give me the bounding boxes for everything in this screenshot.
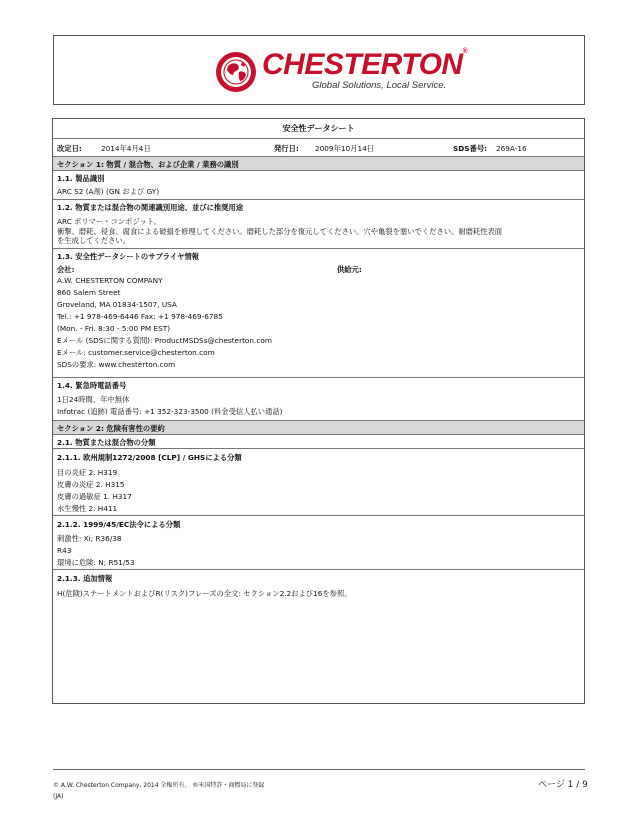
s211-title: 2.1.1. 欧州規制1272/2008 [CLP] / GHSによる分類 [57, 453, 242, 462]
globe-icon [214, 50, 258, 94]
section1-header-text: セクション 1: 物質 / 混合物、および企業 / 業務の識別 [57, 160, 239, 169]
s11-body: ARC S2 (A剤) (GN および GY) [57, 187, 160, 196]
classification-line: 目の炎症 2. H319 [57, 468, 118, 477]
section2-header-text: セクション 2: 危険有害性の要約 [57, 424, 165, 433]
s212-title-row [53, 515, 584, 531]
classification-line: 水生慢性 2. H411 [57, 504, 118, 513]
s21-title: 2.1. 物質または混合物の分類 [57, 438, 156, 447]
classification-line: 皮膚の過敏症 1. H317 [57, 492, 132, 501]
revised-value: 2014年4月4日 [101, 144, 151, 153]
document-title: 安全性データシート [282, 124, 355, 133]
s11-title: 1.1. 製品識別 [57, 174, 105, 183]
company-line: SDSの要求: www.chesterton.com [57, 360, 176, 369]
s213-title-row [53, 569, 584, 585]
issued-label: 発行日: [274, 144, 299, 153]
classification-line: 皮膚の炎症 2. H315 [57, 480, 125, 489]
s12-title-row [53, 199, 584, 214]
brand-tagline: Global Solutions, Local Service. [312, 80, 447, 91]
classification-line: 刺激性: Xi; R36/38 [57, 534, 122, 543]
s211-title-row [53, 448, 584, 465]
classification-line: R43 [57, 546, 72, 555]
s14-body-row [53, 392, 584, 420]
s212-title: 2.1.2. 1999/45/EC法令による分類 [57, 520, 181, 529]
document-title-row [53, 119, 584, 138]
footer-divider [53, 769, 585, 770]
s11-title-row [53, 170, 584, 185]
s213-body: H(危険)ステートメントおよびR(リスク)フレーズの全文: セクション2.2および16を参照。 [57, 589, 352, 598]
company-line: Eメール: customer.service@chesterton.com [57, 348, 215, 357]
company-label: 会社: [57, 265, 75, 274]
footer-language: (JA) [53, 793, 64, 800]
company-line: 860 Salem Street [57, 288, 121, 297]
meta-row [53, 138, 584, 156]
classification-line: 環境に危険: N; R51/53 [57, 558, 135, 567]
s12-title: 1.2. 物質または混合物の関連識別用途、並びに推奨用途 [57, 203, 244, 212]
s13-title: 1.3. 安全性データシートのサプライヤ情報 [57, 252, 200, 261]
s12-line: ARC ポリマー・コンポジット。 [57, 217, 161, 226]
supplier-label: 供給元: [337, 265, 362, 274]
brand-name: CHESTERTON® [262, 48, 468, 81]
s11-body-row [53, 185, 584, 199]
s14-line: 1日24時間、年中無休 [57, 395, 130, 404]
sds-value: 269A-16 [496, 144, 527, 153]
s12-line: 衝撃、磨耗、侵食、腐食による破損を修理してください。磨耗した部分を復元してください。穴や亀裂を塞いでください。耐磨耗性表面 [57, 227, 503, 236]
s12-line: を生成してください。 [57, 236, 130, 245]
company-line: Tel.: +1 978-469-6446 Fax: +1 978-469-6785 [57, 312, 223, 321]
chesterton-logo [214, 50, 474, 96]
s213-title: 2.1.3. 追加情報 [57, 574, 113, 583]
s12-body-row [53, 214, 584, 248]
s211-body-row [53, 465, 584, 515]
page-number: ページ 1 / 9 [538, 780, 588, 790]
logo-box [53, 35, 585, 105]
s13-body-row [53, 263, 584, 377]
s212-body-row [53, 531, 584, 569]
s213-body-row [53, 585, 584, 603]
s21-title-row [53, 434, 584, 448]
s14-title: 1.4. 緊急時電話番号 [57, 381, 127, 390]
company-line: (Mon. - Fri. 8:30 - 5:00 PM EST) [57, 324, 171, 333]
s14-line: Infotrac (追跡) 電話番号: +1 352-323-3500 (料金受信人払い通話) [57, 407, 283, 416]
section1-header [53, 156, 584, 170]
footer-copyright: © A.W. Chesterton Company, 2014 全権所有。 ®米国特許・商標局に登録 [53, 782, 265, 789]
issued-value: 2009年10月14日 [315, 144, 375, 153]
s14-title-row [53, 377, 584, 392]
sds-document [52, 118, 585, 704]
sds-label: SDS番号: [453, 144, 488, 153]
revised-label: 改定日: [57, 144, 82, 153]
s13-title-row [53, 248, 584, 263]
company-line: Groveland, MA 01834-1507, USA [57, 300, 177, 309]
company-line: Eメール (SDSに関する質問): ProductMSDSs@chesterton.com [57, 336, 272, 345]
section2-header [53, 420, 584, 434]
company-line: A.W. CHESTERTON COMPANY [57, 276, 163, 285]
